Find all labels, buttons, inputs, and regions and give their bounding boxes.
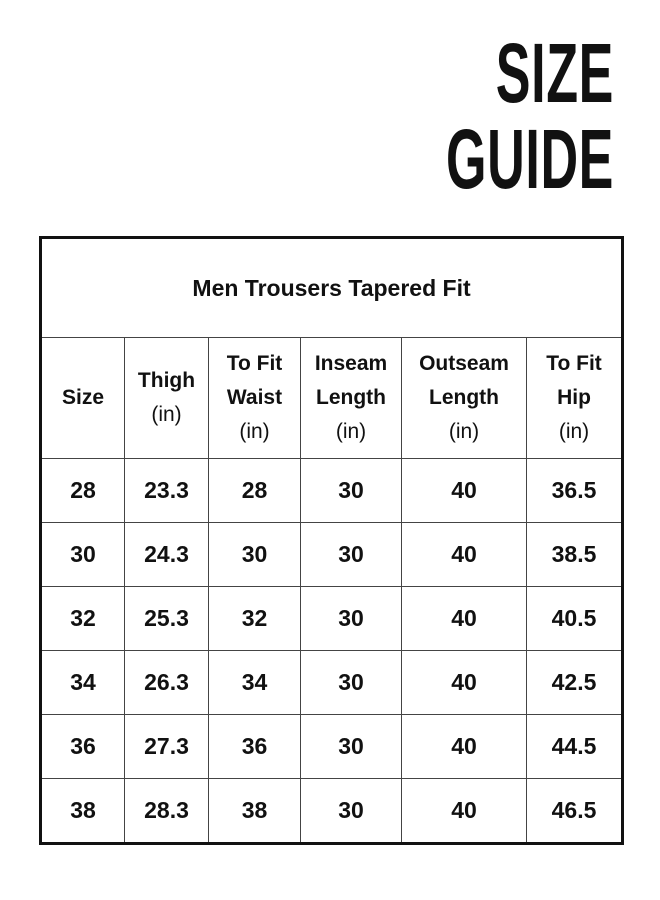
title-line-guide: GUIDE <box>445 112 614 206</box>
table-cell: 32 <box>209 587 301 651</box>
table-cell: 46.5 <box>527 779 623 844</box>
table-cell: 36 <box>41 715 125 779</box>
table-cell: 30 <box>301 715 402 779</box>
header-label: Length <box>429 386 499 409</box>
table-cell: 38.5 <box>527 523 623 587</box>
column-header-inseam <box>301 338 402 459</box>
table-cell: 40.5 <box>527 587 623 651</box>
column-header-waist <box>209 338 301 459</box>
table-cell: 25.3 <box>125 587 209 651</box>
header-label: Outseam <box>419 352 509 375</box>
table-cell: 30 <box>301 459 402 523</box>
table-cell: 30 <box>301 523 402 587</box>
header-unit: (in) <box>151 403 182 426</box>
table-cell: 36.5 <box>527 459 623 523</box>
table-cell: 30 <box>301 651 402 715</box>
table-cell: 34 <box>209 651 301 715</box>
table-caption-row <box>41 238 623 338</box>
table-row <box>41 459 623 523</box>
table-cell: 40 <box>402 779 527 844</box>
title-line-size: SIZE <box>495 26 614 120</box>
table-header-row <box>41 338 623 459</box>
header-unit: (in) <box>239 420 270 443</box>
table-cell: 44.5 <box>527 715 623 779</box>
header-label: Length <box>316 386 386 409</box>
table-cell: 34 <box>41 651 125 715</box>
table-cell: 26.3 <box>125 651 209 715</box>
header-label: Thigh <box>137 369 196 392</box>
column-header-hip <box>527 338 623 459</box>
table-cell: 40 <box>402 651 527 715</box>
table-cell: 30 <box>301 779 402 844</box>
table-cell: 40 <box>402 523 527 587</box>
column-header-size <box>41 338 125 459</box>
table-row <box>41 651 623 715</box>
table-cell: 30 <box>41 523 125 587</box>
header-label: To Fit <box>226 352 283 375</box>
header-label: Waist <box>226 386 283 409</box>
size-chart-table <box>39 236 624 845</box>
table-cell: 30 <box>301 587 402 651</box>
table-cell: 36 <box>209 715 301 779</box>
header-label: To Fit <box>546 352 602 375</box>
table-cell: 40 <box>402 715 527 779</box>
table-cell: 28.3 <box>125 779 209 844</box>
table-cell: 24.3 <box>125 523 209 587</box>
column-header-outseam <box>402 338 527 459</box>
header-label: Size <box>61 386 105 409</box>
table-cell: 30 <box>209 523 301 587</box>
table-row <box>41 587 623 651</box>
table-cell: 28 <box>41 459 125 523</box>
header-unit: (in) <box>448 420 480 443</box>
table-cell: 27.3 <box>125 715 209 779</box>
table-cell: 28 <box>209 459 301 523</box>
table-cell: 23.3 <box>125 459 209 523</box>
header-label: Hip <box>557 386 591 409</box>
table-caption: Men Trousers Tapered Fit <box>41 238 623 338</box>
column-header-thigh <box>125 338 209 459</box>
table-cell: 40 <box>402 459 527 523</box>
table-row <box>41 715 623 779</box>
table-cell: 32 <box>41 587 125 651</box>
table-row <box>41 779 623 844</box>
size-guide-title <box>343 26 614 206</box>
table-cell: 38 <box>209 779 301 844</box>
table-cell: 38 <box>41 779 125 844</box>
header-label: Inseam <box>314 352 388 375</box>
header-unit: (in) <box>335 420 367 443</box>
table-cell: 42.5 <box>527 651 623 715</box>
table-row <box>41 523 623 587</box>
table-cell: 40 <box>402 587 527 651</box>
header-unit: (in) <box>558 420 590 443</box>
